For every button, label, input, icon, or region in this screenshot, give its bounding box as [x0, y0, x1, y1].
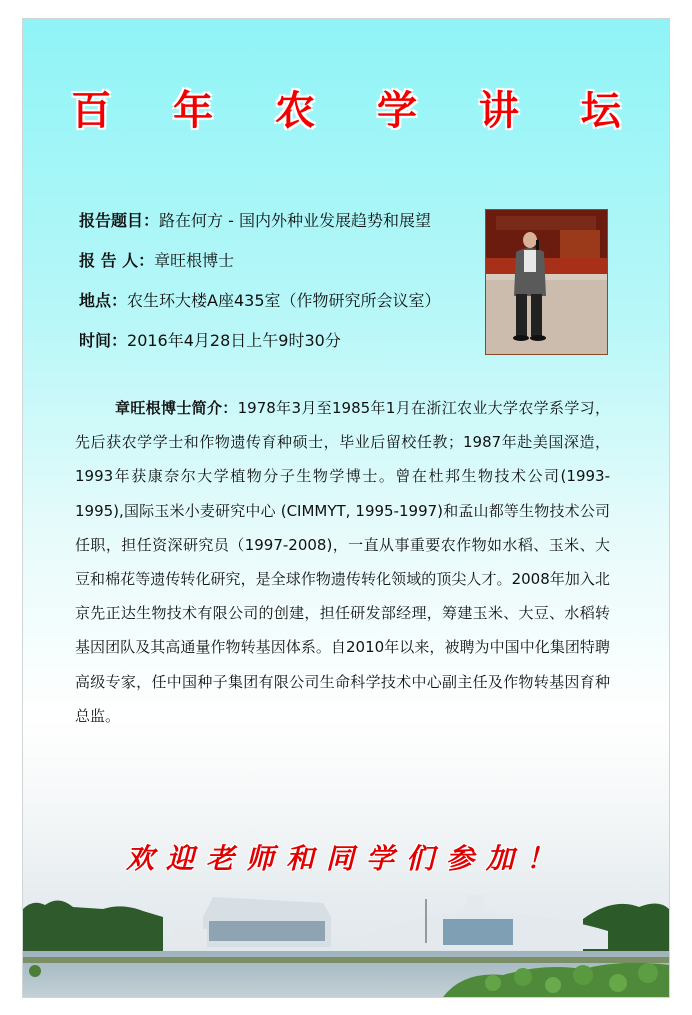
campus-landscape-image	[23, 859, 669, 997]
topic-value: 路在何方 - 国内外种业发展趋势和展望	[159, 211, 431, 230]
poster-title: 百 年 农 学 讲 坛	[71, 88, 645, 134]
bio-text: 1978年3月至1985年1月在浙江农业大学农学系学习，先后获农学学士和作物遗传育种硕士，毕业后留校任教；1987年赴美国深造，1993年获康奈尔大学植物分子生物学博士。曾在杜邦生物技术公司(1993-1995),国际玉米小麦研究中心 (CIMMYT, 1995-1997)和孟山都等生物技术公司任职，担任资深研究员（1997-2008)，一直从事重要农作物如水稻、玉米、大豆和棉花等遗传转化研究，是全球作物遗传转化领域的顶尖人才。2008年加入北京先正达生物技术有限公司的创建，担任研发部经理，筹建玉米、大豆、水稻转基因团队及其高通量作物转基因体系。自2010年以来，被聘为中国中化集团特聘高级专家，任中国种子集团有限公司生命科学技术中心副主任及作物转基因育种总监。	[75, 399, 610, 725]
speaker-value: 章旺根博士	[154, 251, 235, 270]
speaker-row	[79, 251, 479, 291]
time-value: 2016年4月28日上午9时30分	[127, 331, 341, 350]
speaker-label: 报 告 人：	[79, 251, 155, 270]
place-label: 地点：	[79, 291, 128, 310]
lecture-info	[79, 211, 479, 371]
topic-label: 报告题目：	[79, 211, 160, 230]
time-row	[79, 331, 479, 371]
bio-lead: 章旺根博士简介：	[115, 399, 238, 417]
time-label: 时间：	[79, 331, 128, 350]
place-value: 农生环大楼A座435室（作物研究所会议室）	[127, 291, 441, 310]
poster	[22, 18, 670, 998]
speaker-photo	[485, 209, 608, 355]
place-row	[79, 291, 479, 331]
topic-row	[79, 211, 479, 251]
speaker-biography	[75, 391, 610, 733]
welcome-message: 欢迎老师和同学们参加！	[125, 842, 566, 875]
